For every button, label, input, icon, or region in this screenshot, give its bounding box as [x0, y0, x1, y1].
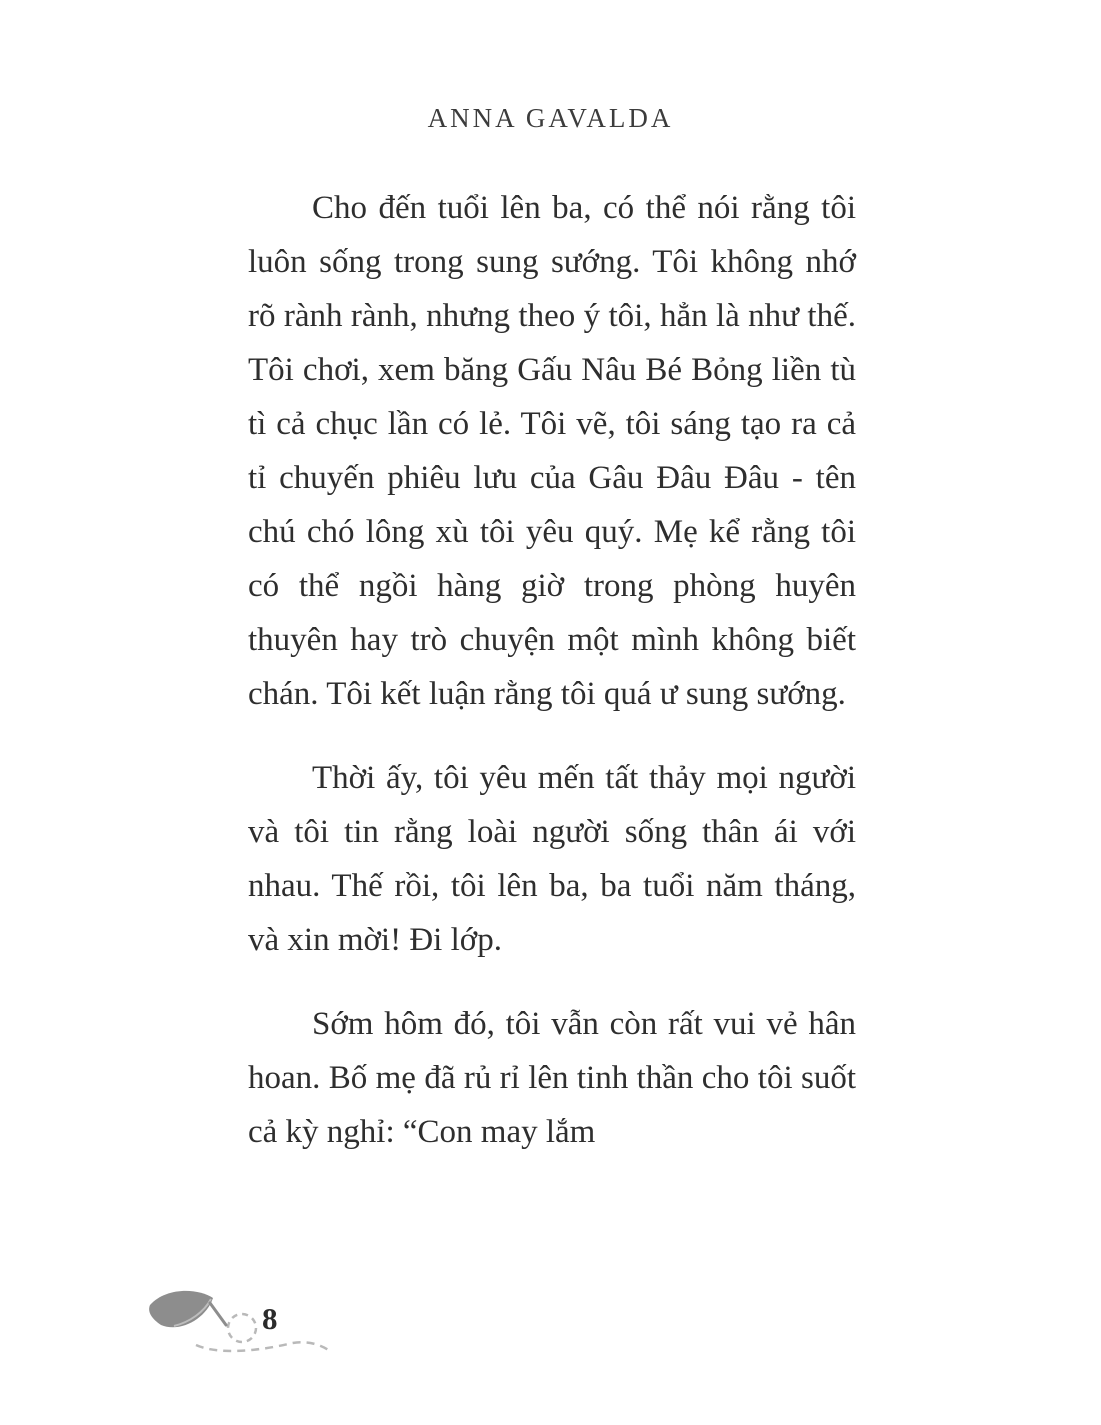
page-number: 8 — [262, 1301, 278, 1336]
body-text — [248, 181, 856, 1189]
running-header: ANNA GAVALDA — [427, 103, 674, 133]
dashed-circle-icon — [228, 1314, 256, 1342]
paragraph: Thời ấy, tôi yêu mến tất thảy mọi người và tôi tin rằng loài người sống thân ái với nhau. Thế rồi, tôi lên ba, ba tuổi năm tháng, và xin mời! Đi lớp. — [248, 760, 856, 958]
leaf-icon — [149, 1291, 226, 1327]
footer-decoration — [138, 1285, 338, 1365]
paragraph: Sớm hôm đó, tôi vẫn còn rất vui vẻ hân hoan. Bố mẹ đã rủ rỉ lên tinh thần cho tôi suốt cả kỳ nghỉ: “Con may lắm — [248, 1006, 856, 1150]
dashed-trail-icon — [196, 1342, 330, 1351]
paragraph: Cho đến tuổi lên ba, có thể nói rằng tôi luôn sống trong sung sướng. Tôi không nhớ rõ rành rành, nhưng theo ý tôi, hẳn là như thế. Tôi chơi, xem băng Gấu Nâu Bé Bỏng liền tù tì cả chục lần có lẻ. Tôi vẽ, tôi sáng tạo ra cả tỉ chuyến phiêu lưu của Gâu Đâu Đâu - tên chú chó lông xù tôi yêu quý. Mẹ kể rằng tôi có thể ngồi hàng giờ trong phòng huyên thuyên hay trò chuyện một mình không biết chán. Tôi kết luận rằng tôi quá ư sung sướng. — [248, 190, 856, 712]
